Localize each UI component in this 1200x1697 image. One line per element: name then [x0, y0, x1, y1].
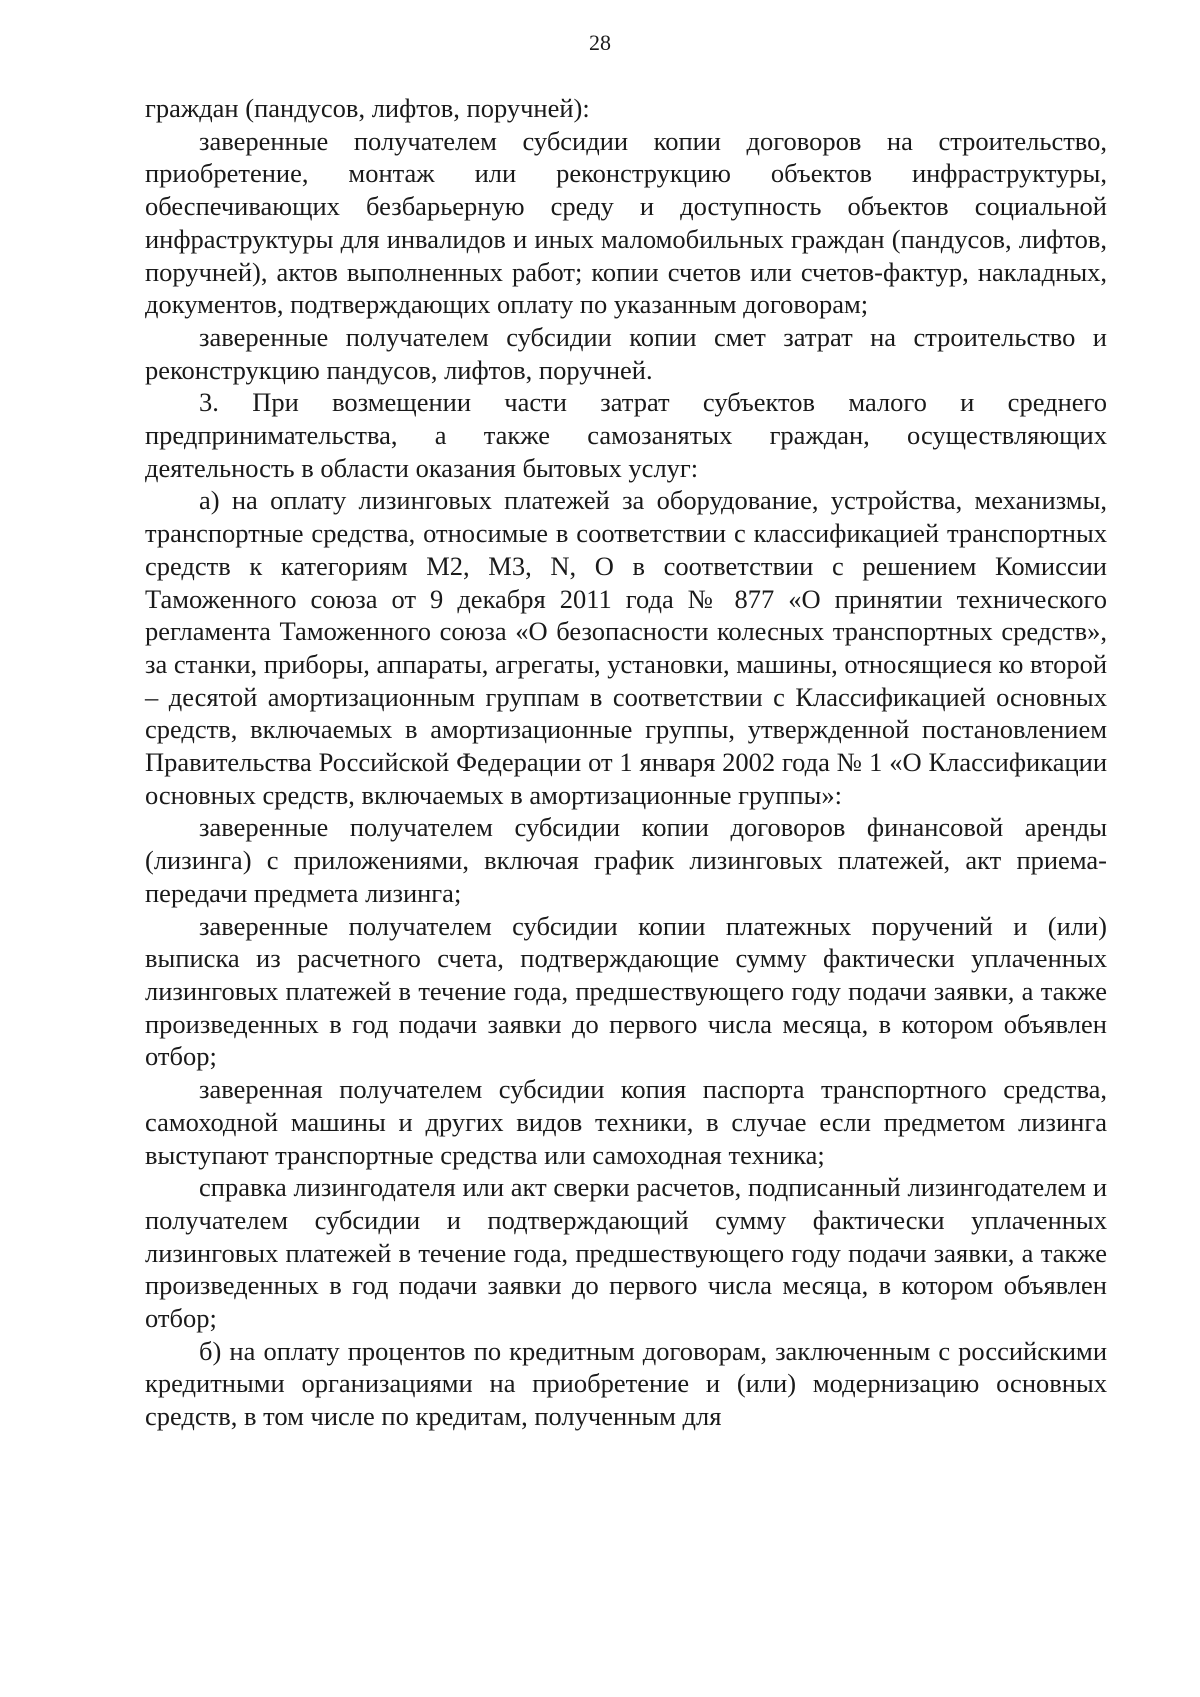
paragraph-payment-orders: заверенные получателем субсидии копии платежных поручений и (или) выписка из расчетного счета, подтверждающие сумму фактически уплаченных лизинговых платежей в течение года, предшествующего году подачи заявки, а также произведенных в год подачи заявки до первого числа месяца, в котором объявлен отбор; — [145, 910, 1107, 1072]
paragraph-estimate-copies: заверенные получателем субсидии копии смет затрат на строительство и реконструкцию пандусов, лифтов, поручней. — [145, 321, 1107, 385]
paragraph-vehicle-passport: заверенная получателем субсидии копия паспорта транспортного средства, самоходной машины и других видов техники, в случае если предметом лизинга выступают транспортные средства или самоходная техника; — [145, 1074, 1107, 1170]
document-body — [145, 92, 1107, 1433]
paragraph-section-3: 3. При возмещении части затрат субъектов малого и среднего предпринимательства, а также самозанятых граждан, осуществляющих деятельность в области оказания бытовых услуг: — [145, 387, 1107, 483]
paragraph-item-b: б) на оплату процентов по кредитным договорам, заключенным с российскими кредитными организациями на приобретение и (или) модернизацию основных средств, в том числе по кредитам, полученным для — [145, 1335, 1107, 1432]
paragraph-item-a: а) на оплату лизинговых платежей за оборудование, устройства, механизмы, транспортные средства, относимые в соответствии с классификацией транспортных средств к категориям M2, M3, N, O в соответствии с решением Комиссии Таможенного союза от 9 декабря 2011 года № 877 «О принятии технического регламента Таможенного союза «О безопасности колесных транспортных средств», за станки, приборы, аппараты, агрегаты, установки, машины, относящиеся ко второй – десятой амортизационным группам в соответствии с Классификацией основных средств, включаемых в амортизационные группы, утвержденной постановлением Правительства Российской Федерации от 1 января 2002 года № 1 «О Классификации основных средств, включаемых в амортизационные группы»: — [145, 485, 1107, 810]
paragraph-contract-copies: заверенные получателем субсидии копии договоров на строительство, приобретение, монтаж или реконструкцию объектов инфраструктуры, обеспечивающих безбарьерную среду и доступность объектов социальной инфраструктуры для инвалидов и иных маломобильных граждан (пандусов, лифтов, поручней), актов выполненных работ; копии счетов или счетов-фактур, накладных, документов, подтверждающих оплату по указанным договорам; — [145, 125, 1107, 320]
paragraph-leasing-contracts: заверенные получателем субсидии копии договоров финансовой аренды (лизинга) с приложениями, включая график лизинговых платежей, акт приема-передачи предмета лизинга; — [145, 812, 1107, 908]
paragraph-continuation: граждан (пандусов, лифтов, поручней): — [145, 93, 590, 123]
paragraph-lessor-statement: справка лизингодателя или акт сверки расчетов, подписанный лизингодателем и получателем субсидии и подтверждающий сумму фактически уплаченных лизинговых платежей в течение года, предшествующего году подачи заявки, а также произведенных в год подачи заявки до первого числа месяца, в котором объявлен отбор; — [145, 1172, 1107, 1334]
page-number: 28 — [589, 30, 611, 55]
